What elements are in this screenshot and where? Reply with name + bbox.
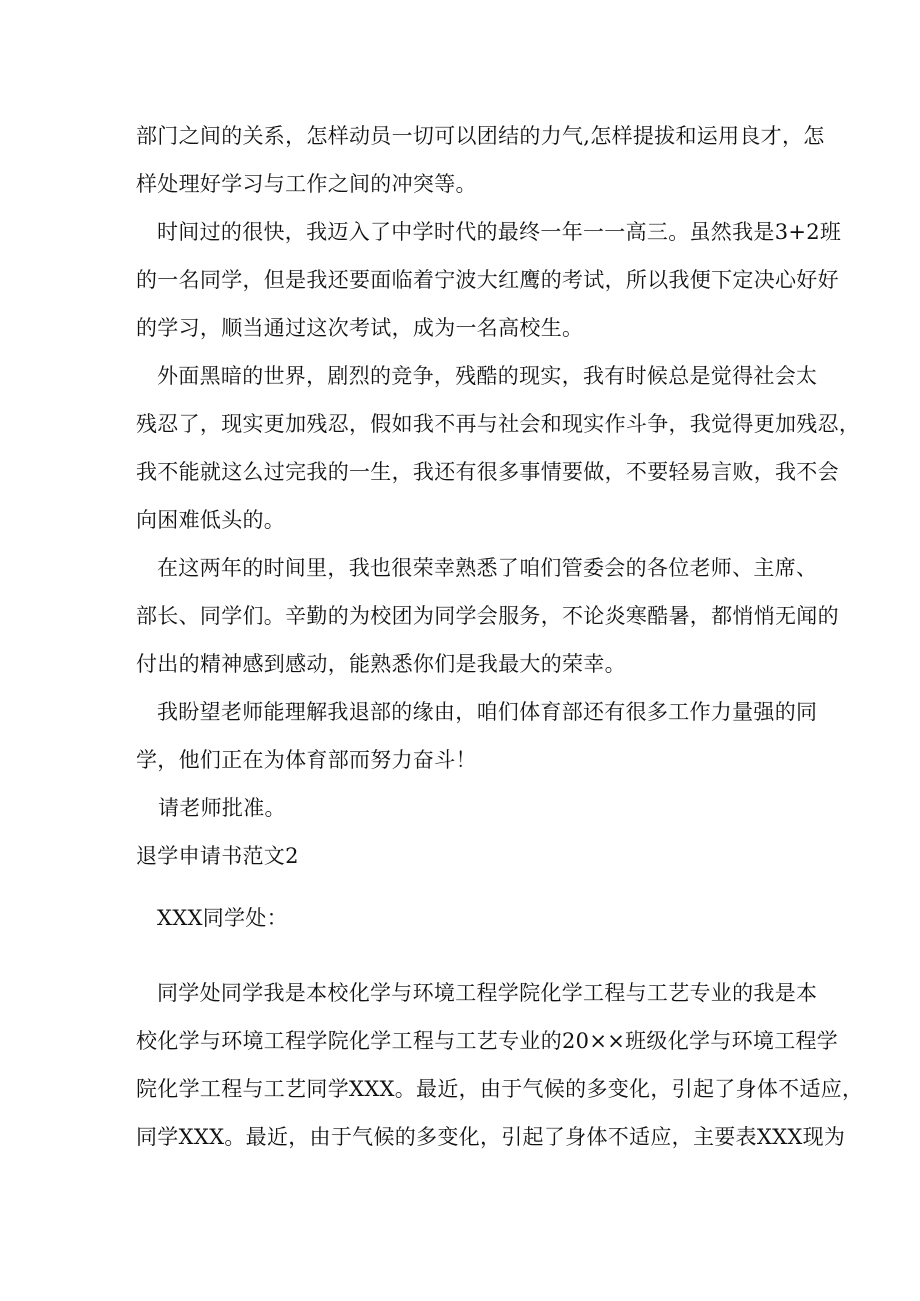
text-line: 的一名同学，但是我还要面临着宁波大红鹰的考试，所以我便下定决心好好 [136,268,839,292]
section-heading: 退学申请书范文2 [136,844,299,868]
text-line: 我不能就这么过完我的一生，我还有很多事情要做，不要轻易言败，我不会 [136,460,839,484]
text-line: 部长、同学们。辛勤的为校团为同学会服务，不论炎寒酷暑，都悄悄无闻的 [136,604,839,628]
text-line: 的学习，顺当通过这次考试，成为一名高校生。 [136,316,584,340]
text-line: 外面黑暗的世界，剧烈的竞争，残酷的现实，我有时候总是觉得社会太 [157,364,818,388]
salutation: XXX同学处： [157,906,288,930]
text-line: 我盼望老师能理解我退部的缘由，咱们体育部还有很多工作力量强的同 [157,700,818,724]
text-line: 向困难低头的。 [136,508,286,532]
text-line: 付出的精神感到感动，能熟悉你们是我最大的荣幸。 [136,652,626,676]
text-line: 校化学与环境工程学院化学工程与工艺专业的20××班级化学与环境工程学 [136,1029,839,1053]
text-line: 同学XXX。最近，由于气候的多变化，引起了身体不适应，主要表XXX现为 [136,1125,846,1149]
text-line: 院化学工程与工艺同学XXX。最近，由于气候的多变化，引起了身体不适应， [136,1077,864,1101]
text-line: 残忍了，现实更加残忍，假如我不再与社会和现实作斗争，我觉得更加残忍， [136,412,861,436]
text-line: 请老师批准。 [158,796,286,820]
text-line: 在这两年的时间里，我也很荣幸熟悉了咱们管委会的各位老师、主席、 [157,556,818,580]
text-line: 时间过的很快，我迈入了中学时代的最终一年一一高三。虽然我是3+2班 [157,220,842,244]
text-line: 同学处同学我是本校化学与环境工程学院化学工程与工艺专业的我是本 [157,981,818,1005]
text-line: 样处理好学习与工作之间的冲突等。 [136,172,477,196]
text-line: 学，他们正在为体育部而努力奋斗！ [136,748,477,772]
text-line: 部门之间的关系，怎样动员一切可以团结的力气,怎样提拔和运用良才，怎 [136,124,825,148]
